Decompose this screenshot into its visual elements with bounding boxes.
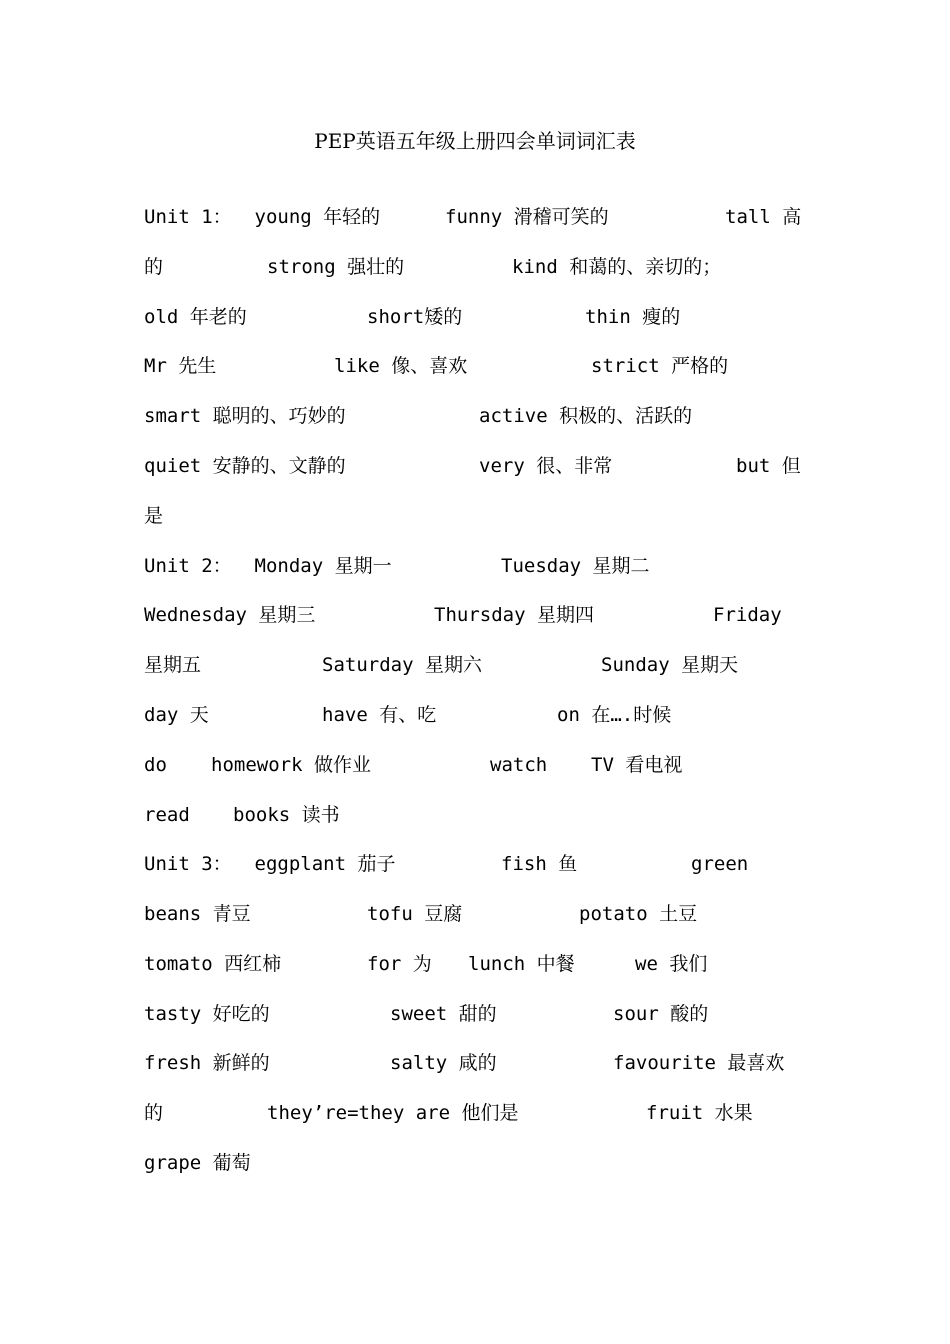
vocab-entry: tasty 好吃的 — [144, 1003, 270, 1025]
vocab-line — [0, 252, 950, 282]
vocab-entry: Saturday 星期六 — [322, 654, 482, 676]
vocab-line — [0, 600, 950, 630]
vocab-line — [0, 999, 950, 1029]
page-title: PEP英语五年级上册四会单词词汇表 — [314, 129, 636, 153]
vocab-line — [0, 800, 950, 830]
vocab-entry: Mr 先生 — [144, 355, 217, 377]
vocab-entry: kind 和蔼的、亲切的； — [512, 256, 722, 278]
vocab-entry: favourite 最喜欢 — [613, 1052, 785, 1074]
vocab-line — [0, 1148, 950, 1178]
vocab-line — [0, 949, 950, 979]
vocab-entry: Wednesday 星期三 — [144, 604, 316, 626]
vocab-entry: homework 做作业 — [211, 754, 371, 776]
vocab-entry: they’re=they are 他们是 — [267, 1102, 519, 1124]
vocab-line — [0, 351, 950, 381]
vocab-line — [0, 899, 950, 929]
vocab-entry: 是 — [144, 505, 164, 527]
vocab-entry: quiet 安静的、文静的 — [144, 455, 346, 477]
vocab-line — [0, 1098, 950, 1128]
vocab-entry: green — [691, 853, 749, 875]
vocab-entry: have 有、吃 — [322, 704, 437, 726]
vocab-entry: we 我们 — [635, 953, 708, 975]
vocab-entry: TV 看电视 — [591, 754, 683, 776]
vocab-line — [0, 650, 950, 680]
vocab-entry: fruit 水果 — [646, 1102, 753, 1124]
vocab-entry: active 积极的、活跃的 — [479, 405, 693, 427]
vocab-line — [0, 451, 950, 481]
vocab-line — [0, 700, 950, 730]
vocab-entry: Thursday 星期四 — [434, 604, 594, 626]
vocab-entry: Friday — [713, 604, 782, 626]
vocab-entry: 的 — [144, 1102, 164, 1124]
vocab-entry: sour 酸的 — [613, 1003, 709, 1025]
vocab-entry: tofu 豆腐 — [367, 903, 463, 925]
vocab-entry: for 为 — [367, 953, 432, 975]
vocab-line — [0, 849, 950, 879]
vocab-entry: grape 葡萄 — [144, 1152, 251, 1174]
vocab-entry: do — [144, 754, 167, 776]
vocab-entry: books 读书 — [233, 804, 340, 826]
vocab-entry: old 年老的 — [144, 306, 247, 328]
vocab-line — [0, 551, 950, 581]
vocab-entry: 的 — [144, 256, 164, 278]
vocab-entry: beans 青豆 — [144, 903, 251, 925]
vocab-entry: Sunday 星期天 — [601, 654, 739, 676]
vocab-entry: strong 强壮的 — [267, 256, 405, 278]
vocab-line — [0, 302, 950, 332]
vocab-entry: lunch 中餐 — [468, 953, 575, 975]
vocab-entry: watch — [490, 754, 548, 776]
vocab-entry: read — [144, 804, 190, 826]
vocab-entry: Tuesday 星期二 — [501, 555, 650, 577]
vocab-entry: 星期五 — [144, 654, 202, 676]
vocab-entry: fish 鱼 — [501, 853, 578, 875]
vocab-line — [0, 501, 950, 531]
vocab-entry: Unit 3： eggplant 茄子 — [144, 853, 396, 875]
vocab-entry: potato 土豆 — [579, 903, 698, 925]
vocab-entry: short矮的 — [367, 306, 463, 328]
vocab-entry: tomato 西红柿 — [144, 953, 282, 975]
vocab-entry: strict 严格的 — [591, 355, 729, 377]
vocab-entry: very 很、非常 — [479, 455, 613, 477]
vocab-entry: tall 高 — [725, 206, 802, 228]
vocab-line — [0, 750, 950, 780]
vocab-line — [0, 401, 950, 431]
vocab-entry: funny 滑稽可笑的 — [445, 206, 609, 228]
vocab-line — [0, 1048, 950, 1078]
vocab-entry: thin 瘦的 — [585, 306, 681, 328]
vocab-entry: Unit 2： Monday 星期一 — [144, 555, 392, 577]
vocab-entry: smart 聪明的、巧妙的 — [144, 405, 346, 427]
vocab-entry: like 像、喜欢 — [334, 355, 468, 377]
vocab-entry: salty 咸的 — [390, 1052, 497, 1074]
vocab-line — [0, 202, 950, 232]
vocab-entry: on 在….时候 — [557, 704, 672, 726]
vocab-entry: fresh 新鲜的 — [144, 1052, 270, 1074]
vocab-entry: Unit 1： young 年轻的 — [144, 206, 381, 228]
vocab-entry: day 天 — [144, 704, 209, 726]
vocab-entry: sweet 甜的 — [390, 1003, 497, 1025]
vocab-entry: but 但 — [736, 455, 801, 477]
